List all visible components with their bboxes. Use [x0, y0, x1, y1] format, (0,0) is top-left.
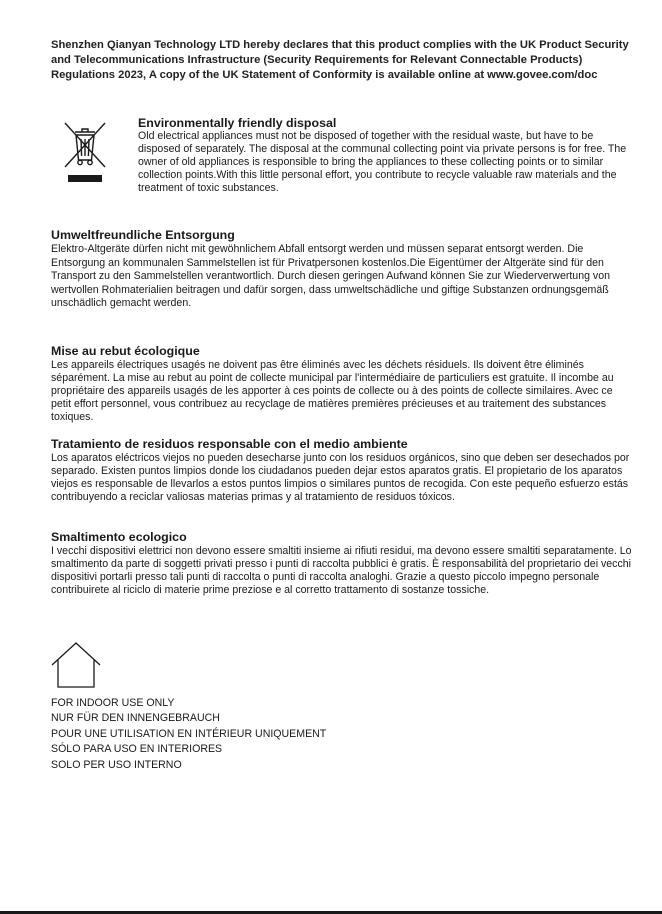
- section-body: Elektro-Altgeräte dürfen nicht mit gewöhnlichem Abfall entsorgt werden und müssen separat entsorgt werden. Die Entsorgung an kommunalen Sammelstellen ist für Privatpersonen kostenlos.Die Eigentümer der Altgeräte sind für den Transport zu den Sammelstellen verantwortlich. Durch diesen geringen Aufwand können Sie zur Wiederverwertung von wertvollen Rohmaterialien beitragen und dafür sorgen, dass umweltschädliche und giftige Substanzen ordnungsgemäß unschädlich gemacht werden.: [51, 243, 611, 310]
- indoor-notice-it: SOLO PER USO INTERNO: [51, 758, 182, 771]
- section-body: Les appareils électriques usagés ne doivent pas être éliminés avec les déchets résiduels. Ils doivent être éliminés séparément. La mise au rebut au point de collecte municipal par l'intermédiaire de particuliers est gratuite. Il incombe au propriétaire des appareils usagés de les apporter à ces points de collecte ou à des points de collecte similaires. Avec ce petit effort personnel, vous contribuez au recyclage de matières premières précieuses et au traitement des substances toxiques.: [51, 359, 614, 423]
- house-outline-icon: [50, 640, 102, 690]
- indoor-notice-fr: POUR UNE UTILISATION EN INTÉRIEUR UNIQUEMENT: [51, 727, 327, 740]
- indoor-notice-en: FOR INDOOR USE ONLY: [51, 697, 175, 709]
- section-title: Smaltimento ecologico: [51, 530, 187, 544]
- section-environment-es: [51, 437, 636, 504]
- section-title: Umweltfreundliche Entsorgung: [51, 228, 235, 242]
- indoor-use-notice: [51, 696, 326, 773]
- section-environment-it: [51, 530, 636, 597]
- section-environment-de: [51, 228, 635, 311]
- section-title: Mise au rebut écologique: [51, 344, 200, 358]
- crossed-out-wheelie-bin-icon: [62, 120, 108, 186]
- indoor-notice-de: NUR FÜR DEN INNENGEBRAUCH: [51, 712, 220, 725]
- section-title: Tratamiento de residuos responsable con el medio ambiente: [51, 437, 408, 451]
- section-title: Environmentally friendly disposal: [138, 116, 337, 130]
- section-body: Los aparatos eléctricos viejos no pueden desecharse junto con los residuos orgánicos, sino que deben ser desechados por separado. Existen puntos limpios donde los ciudadanos pueden dejar estos aparatos gratis. El propietario de los aparatos viejos es responsable de llevarlos a estos puntos limpios o similares puntos de recogida. Con este pequeño esfuerzo estás contribuyendo a reciclar valiosas materias primas y al tratamiento de residuos tóxicos.: [51, 452, 630, 503]
- section-environment-fr: [51, 344, 633, 424]
- section-environment-en: [138, 116, 638, 195]
- uk-conformity-declaration: Shenzhen Qianyan Technology LTD hereby declares that this product complies with the UK Product Security and Telecommunications Infrastructure (Security Requirements for Relevant Connectable Products) Regulations 2023, A copy of the UK Statement of Conformity is available online at www.govee.com/doc: [51, 39, 629, 82]
- section-body: Old electrical appliances must not be disposed of together with the residual waste, but have to be disposed of separately. The disposal at the communal collecting point via private persons is for free. The owner of old appliances is responsible to bring the appliances to these collecting points or to similar collection points.With this little personal effort, you contribute to recycle valuable raw materials and the treatment of toxic substances.: [138, 130, 627, 194]
- section-body: I vecchi dispositivi elettrici non devono essere smaltiti insieme ai rifiuti residui, ma devono essere smaltiti separatamente. Lo smaltimento da parte di soggetti privati presso i punti di raccolta pubblici è gratis. È responsabilità del proprietario dei vecchi dispositivi portarli presso tali punti di raccolta o punti di raccolta analoghi. Grazie a questo piccolo impegno personale contribuirete al riciclo di materie prime preziose e al corretto trattamento di sostanze tossiche.: [51, 545, 632, 596]
- indoor-notice-es: SÓLO PARA USO EN INTERIORES: [51, 743, 223, 756]
